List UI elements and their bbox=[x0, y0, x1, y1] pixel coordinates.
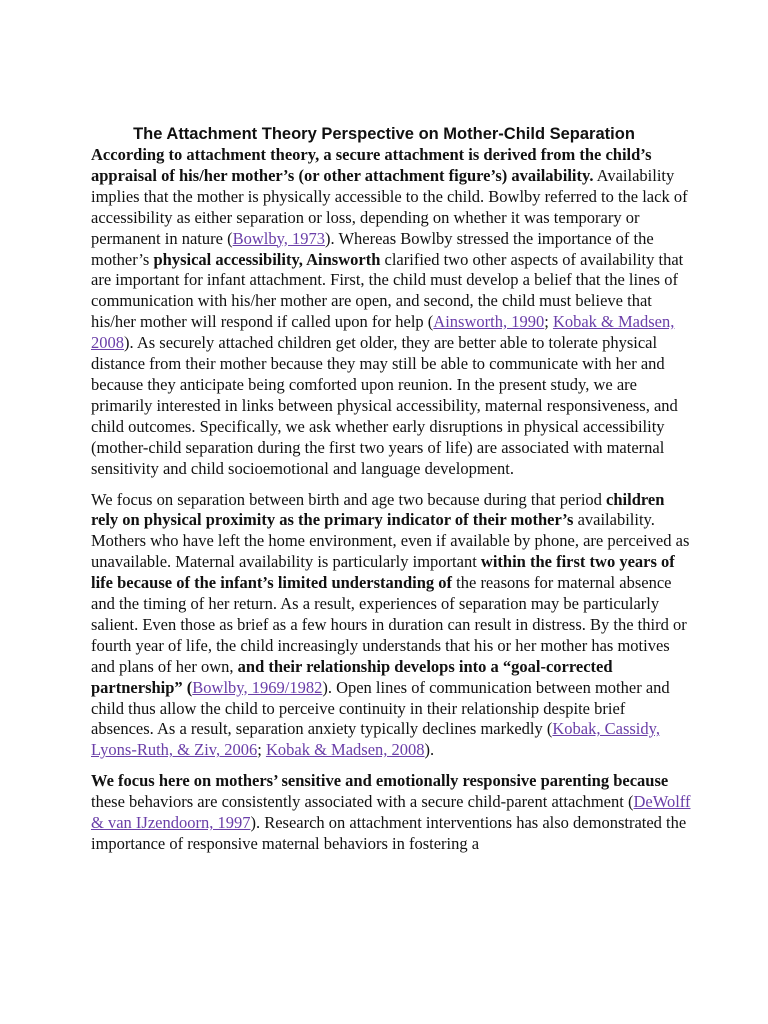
text-run: children rely on physical proximity as the primary indicator of their mother’s bbox=[91, 489, 665, 530]
page-title: The Attachment Theory Perspective on Mother-Child Separation bbox=[133, 125, 635, 144]
paragraph-3 bbox=[91, 771, 691, 855]
citation-link-dewolff-1997[interactable]: DeWolff & van IJzendoorn, 1997 bbox=[91, 792, 691, 833]
text-run: within the first two years of life because of the infant’s limited understanding of bbox=[91, 552, 675, 593]
text-run: ; bbox=[257, 740, 266, 760]
text-run: According to attachment theory, a secure attachment is derived from the child’s appraisal of his/her mother’s (or other attachment figure’s) availability. bbox=[91, 145, 652, 185]
text-run: ). Research on attachment interventions has also demonstrated the importance of responsive maternal behaviors in fostering a bbox=[91, 813, 687, 853]
citation-link-bowlby-1973[interactable]: Bowlby, 1973 bbox=[232, 228, 326, 248]
text-run: We focus on separation between birth and age two because during that period bbox=[91, 489, 607, 509]
text-run: physical accessibility, Ainsworth bbox=[153, 249, 381, 269]
document-body bbox=[91, 145, 691, 865]
paragraph-2 bbox=[91, 490, 691, 762]
text-run: ; bbox=[544, 312, 553, 332]
text-run: We focus here on mothers’ sensitive and emotionally responsive parenting because bbox=[91, 771, 669, 791]
text-run: clarified two other aspects of availability that are important for infant attachment. First, the child must develop a belief that the lines of communication with his/her mother are open, and second, the child must believe that his/her mother will respond if called upon for help ( bbox=[91, 249, 684, 332]
text-run: the reasons for maternal absence and the timing of her return. As a result, experiences of separation may be particularly salient. Even those as brief as a few hours in duration can result in distress. By the third or fourth year of life, the child increasingly understands that his or her mother has motives and plans of her own, bbox=[91, 573, 687, 676]
text-run: and their relationship develops into a “goal-corrected partnership” ( bbox=[91, 656, 613, 697]
citation-link-ainsworth-1990[interactable]: Ainsworth, 1990 bbox=[433, 312, 545, 332]
citation-link-bowlby-1969[interactable]: Bowlby, 1969/1982 bbox=[192, 677, 323, 697]
text-run: ). Open lines of communication between mother and child thus allow the child to perceive continuity in their relationship despite brief absences. As a result, separation anxiety typically declines markedly ( bbox=[91, 677, 670, 739]
paragraph-1 bbox=[91, 145, 691, 480]
text-run: availability. Mothers who have left the home environment, even if available by phone, are perceived as unavailable. Maternal availability is particularly important bbox=[91, 510, 690, 572]
text-run: Availability implies that the mother is physically accessible to the child. Bowlby referred to the lack of accessibility as either separation or loss, depending on whether it was temporary or permanent in nature ( bbox=[91, 165, 688, 248]
citation-link-kobak-cassidy-2006[interactable]: Kobak, Cassidy, Lyons-Ruth, & Ziv, 2006 bbox=[91, 719, 660, 760]
citation-link-kobak-madsen-2008[interactable]: Kobak & Madsen, 2008 bbox=[265, 740, 425, 760]
citation-link-kobak-madsen-2008[interactable]: Kobak & Madsen, 2008 bbox=[91, 312, 675, 353]
text-run: these behaviors are consistently associated with a secure child-parent attachment ( bbox=[91, 792, 634, 812]
text-run: ). Whereas Bowlby stressed the importance of the mother’s bbox=[91, 228, 654, 269]
text-run: ). bbox=[424, 740, 435, 760]
text-run: ). As securely attached children get older, they are better able to tolerate physical distance from their mother because they may still be able to communicate with her and because they anticipate being comforted upon reunion. In the present study, we are primarily interested in links between physical accessibility, maternal responsiveness, and child outcomes. Specifically, we ask whether early disruptions in physical accessibility (mother-child separation during the first two years of life) are associated with maternal sensitivity and child socioemotional and language development. bbox=[91, 333, 678, 478]
